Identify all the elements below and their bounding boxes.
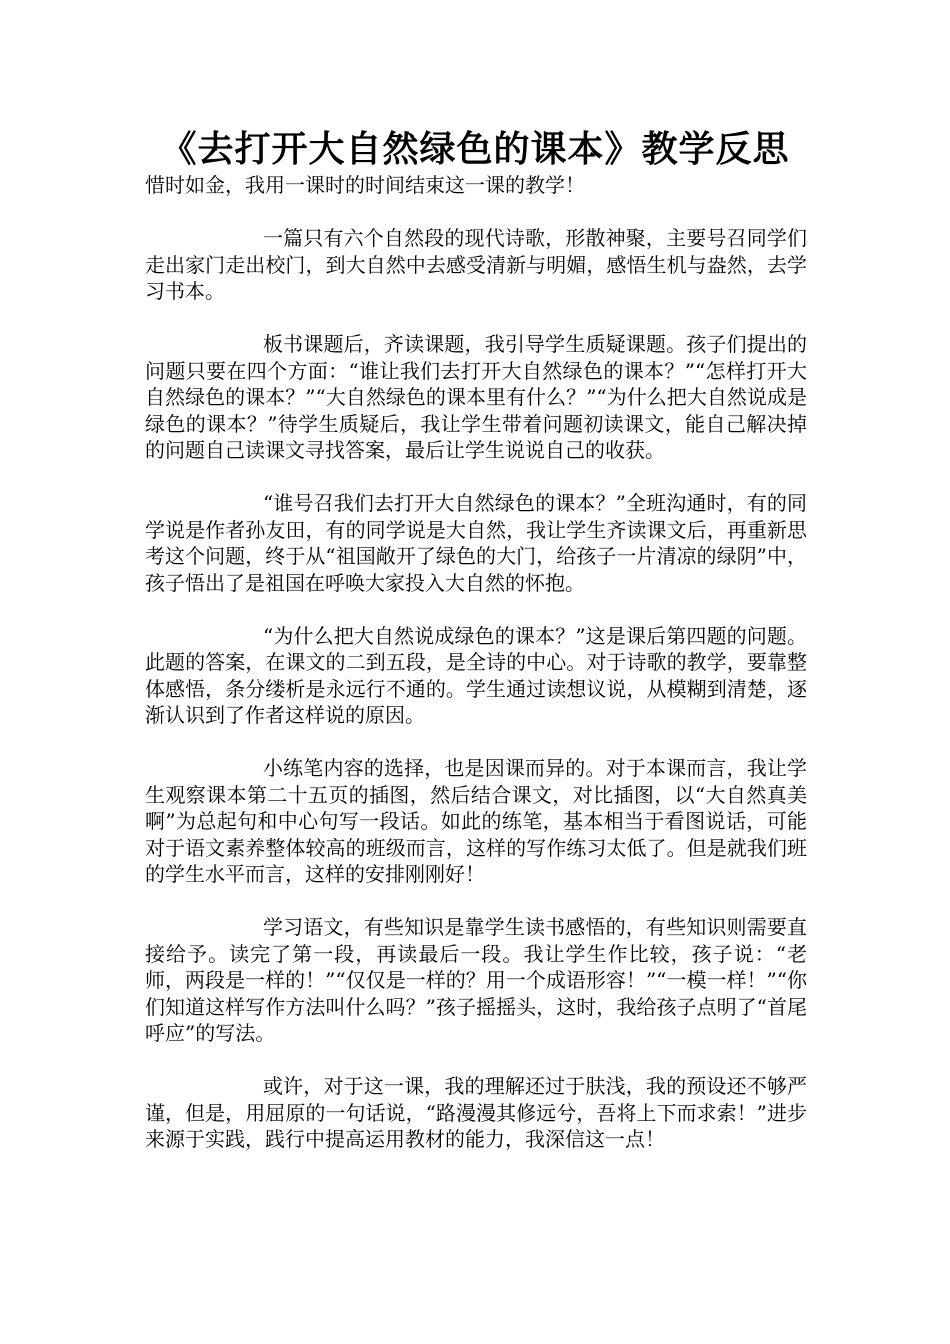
paragraph: “谁号召我们去打开大自然绿色的课本？”全班沟通时，有的同学说是作者孙友田，有的同学说是大自然，我让学生齐读课文后，再重新思考这个问题，终于从“祖国敞开了绿色的大门，给孩子一片清凉的绿阴”中，孩子悟出了是祖国在呼唤大家投入大自然的怀抱。	[145, 491, 807, 595]
paragraph: 小练笔内容的选择，也是因课而异的。对于本课而言，我让学生观察课本第二十五页的插图，然后结合课文，对比插图，以“大自然真美啊”为总起句和中心句写一段话。如此的练笔，基本相当于看图说话，可能对于语文素养整体较高的班级而言，这样的写作练习太低了。但是就我们班的学生水平而言，这样的安排刚刚好！	[145, 756, 807, 886]
document-title: 《去打开大自然绿色的课本》教学反思	[160, 129, 790, 170]
paragraph: 板书课题后，齐读课题，我引导学生质疑课题。孩子们提出的问题只要在四个方面：“谁让我们去打开大自然绿色的课本？”“怎样打开大自然绿色的课本？”“大自然绿色的课本里有什么？”“为什么把大自然说成是绿色的课本？”待学生质疑后，我让学生带着问题初读课文，能自己解决掉的问题自己读课文寻找答案，最后让学生说说自己的收获。	[145, 332, 807, 462]
paragraph: “为什么把大自然说成绿色的课本？”这是课后第四题的问题。此题的答案，在课文的二到五段，是全诗的中心。对于诗歌的教学，要靠整体感悟，条分缕析是永远行不通的。学生通过读想议说，从模糊到清楚，逐渐认识到了作者这样说的原因。	[145, 623, 807, 727]
paragraph: 学习语文，有些知识是靠学生读书感悟的，有些知识则需要直接给予。读完了第一段，再读最后一段。我让学生作比较，孩子说：“老师，两段是一样的！”“仅仅是一样的？用一个成语形容！”“一模一样！”“你们知道这样写作方法叫什么吗？”孩子摇摇头，这时，我给孩子点明了“首尾呼应”的写法。	[145, 915, 807, 1045]
paragraph: 或许，对于这一课，我的理解还过于肤浅，我的预设还不够严谨，但是，用屈原的一句话说，“路漫漫其修远兮，吾将上下而求索！”进步来源于实践，践行中提高运用教材的能力，我深信这一点！	[145, 1074, 807, 1151]
document-body	[145, 172, 807, 1179]
paragraph: 一篇只有六个自然段的现代诗歌，形散神聚，主要号召同学们走出家门走出校门，到大自然中去感受清新与明媚，感悟生机与盎然，去学习书本。	[145, 226, 807, 303]
intro-paragraph: 惜时如金，我用一课时的时间结束这一课的教学！	[145, 173, 585, 197]
